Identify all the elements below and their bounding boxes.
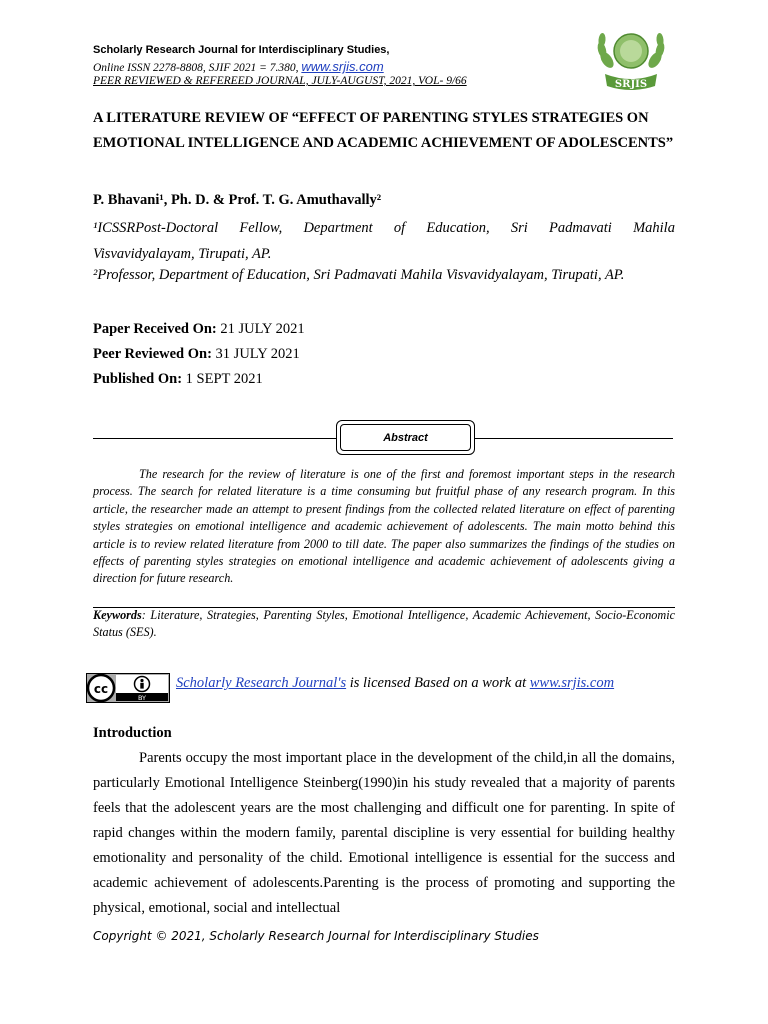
aff-word: Fellow, [239, 220, 283, 236]
abstract-rule-left [93, 438, 336, 439]
aff-word: of [393, 220, 406, 236]
affiliation-2: ²Professor, Department of Education, Sri Padmavati Mahila Visvavidyalayam, Tirupati, AP. [93, 267, 625, 283]
aff-word: Department [303, 220, 373, 236]
aff-word: Mahila [633, 220, 675, 236]
affiliation-1 [93, 215, 675, 267]
received-label: Paper Received On: [93, 321, 217, 337]
journal-license-link[interactable]: Scholarly Research Journal's [176, 675, 347, 691]
by-text: BY [137, 694, 147, 702]
introduction-heading: Introduction [93, 725, 172, 741]
abstract-heading: Abstract [340, 424, 471, 451]
keywords-text: : Literature, Strategies, Parenting Styles, Emotional Intelligence, Academic Achievement, Socio-Economic Status (SES). [93, 608, 675, 640]
reviewed-date [93, 342, 305, 367]
issn-text: Online ISSN 2278-8808, SJIF 2021 = 7.380, [93, 62, 302, 74]
srjis-license-link[interactable]: www.srjis.com [529, 675, 615, 691]
issn-line [93, 59, 384, 74]
journal-logo [585, 28, 677, 94]
cc-text: cc [93, 682, 109, 696]
affiliation-1-line-1 [93, 215, 675, 241]
aff-word: Padmavati [549, 220, 612, 236]
reviewed-value: 31 JULY 2021 [211, 346, 300, 362]
published-label: Published On: [93, 371, 183, 387]
journal-name: Scholarly Research Journal for Interdisciplinary Studies, [93, 44, 390, 56]
aff-word: Sri [510, 220, 528, 236]
abstract-heading-box [336, 420, 475, 455]
website-link[interactable]: www.srjis.com [301, 59, 384, 74]
paper-dates [93, 317, 305, 392]
aff-word: Education, [426, 220, 490, 236]
keywords [93, 607, 675, 642]
logo-text: SRJIS [614, 79, 648, 90]
abstract-rule-right [475, 438, 673, 439]
received-value: 21 JULY 2021 [216, 321, 305, 337]
authors: P. Bhavani¹, Ph. D. & Prof. T. G. Amuthavally² [93, 192, 382, 208]
copyright-footer: Copyright © 2021, Scholarly Research Journal for Interdisciplinary Studies [93, 929, 539, 943]
peer-reviewed-line: PEER REVIEWED & REFEREED JOURNAL, JULY-AUGUST, 2021, VOL- 9/66 [93, 75, 467, 87]
paper-title: A LITERATURE REVIEW OF “EFFECT OF PARENTING STYLES STRATEGIES ON EMOTIONAL INTELLIGENCE AND ACADEMIC ACHIEVEMENT OF ADOLESCENTS” [93, 110, 674, 151]
license-middle-text: is licensed Based on a work at [346, 675, 530, 691]
license-line [176, 675, 614, 692]
received-date [93, 317, 305, 342]
affiliation-1-line-2: Visvavidyalayam, Tirupati, AP. [93, 246, 272, 262]
published-value: 1 SEPT 2021 [182, 371, 263, 387]
reviewed-label: Peer Reviewed On: [93, 346, 212, 362]
cc-by-license-icon[interactable] [86, 673, 170, 703]
published-date [93, 367, 305, 392]
keywords-label: Keywords [93, 608, 142, 622]
aff-word: ¹ICSSRPost-Doctoral [93, 220, 219, 236]
abstract-text: The research for the review of literature is one of the first and foremost important steps in the research process. The search for related literature is a time consuming but fruitful phase of any research program. In this article, the researcher made an attempt to present findings from the collected related literature on effect of parenting styles strategies on emotional intelligence and academic achievement of adolescents. The main motto behind this article is to review related literature from 2000 to till date. The paper also summarizes the findings of the studies on effects of parenting styles strategies on emotional intelligence and academic achievement of adolescents giving a direction for future research. [93, 467, 675, 586]
introduction-text: Parents occupy the most important place in the development of the child,in all the domains, particularly Emotional Intelligence Steinberg(1990)in his study revealed that a majority of parents feels that the adolescent years are the most challenging and difficult one for parenting. In spite of rapid changes within the modern family, parental discipline is very essential for building healthy emotionality and personality of the child. Emotional intelligence is essential for the success and academic achievement of adolescents.Parenting is the process of promoting and supporting the physical, emotional, social and intellectual [93, 750, 675, 916]
